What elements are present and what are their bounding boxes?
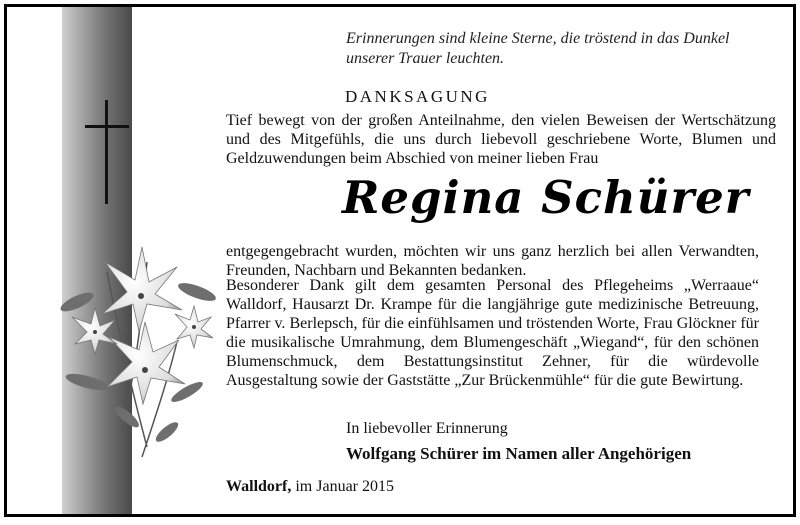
lily-flowers-icon [47, 232, 227, 462]
intro-paragraph: Tief bewegt von der großen Anteilnahme, den vielen Beweisen der Wertschätzung und des Mitgefühls, die uns durch liebevoll geschriebene Worte, Blumen und Geldzuwendungen beim Abschied von meiner lieben Frau [226, 112, 776, 167]
motto-line-1: Erinnerungen sind kleine Sterne, die tröstend in das Dunkel [346, 30, 730, 47]
closing-line: In liebevoller Erinnerung [346, 420, 508, 437]
special-thanks-paragraph: Besonderer Dank gilt dem gesamten Personal des Pflegeheims „Werraaue“ Walldorf, Hausarzt Dr. Krampe für die langjährige gute medizinische Betreuung, Pfarrer v. Berlepsch, für die einfühlsamen und tröstenden Worte, Frau Glöckner für die musikalische Umrahmung, dem Blumengeschäft „Wiegand“, für den schönen Blumenschmuck, dem Bestattungsinstitut Zehner, für die würdevolle Ausgestaltung sowie der Gaststätte „Zur Brückenmühle“ für die gute Bewirtung. [226, 277, 759, 389]
motto-quote [346, 29, 776, 69]
heading-danksagung: DANKSAGUNG [345, 87, 490, 106]
obituary-card [4, 4, 796, 517]
cross-icon [85, 100, 129, 204]
motto-line-2: unserer Trauer leuchten. [346, 50, 505, 67]
place-name: Walldorf, [226, 478, 292, 495]
thanks-paragraph: entgegengebracht wurden, möchten wir uns ganz herzlich bei allen Verwandten, Freunden, Nachbarn und Bekannten bedanken. [226, 243, 759, 279]
deceased-name: Regina Schürer [342, 171, 750, 224]
date-text: im Januar 2015 [295, 478, 394, 495]
signer-name: Wolfgang Schürer im Namen aller Angehörigen [346, 444, 692, 463]
place-date [226, 478, 394, 496]
